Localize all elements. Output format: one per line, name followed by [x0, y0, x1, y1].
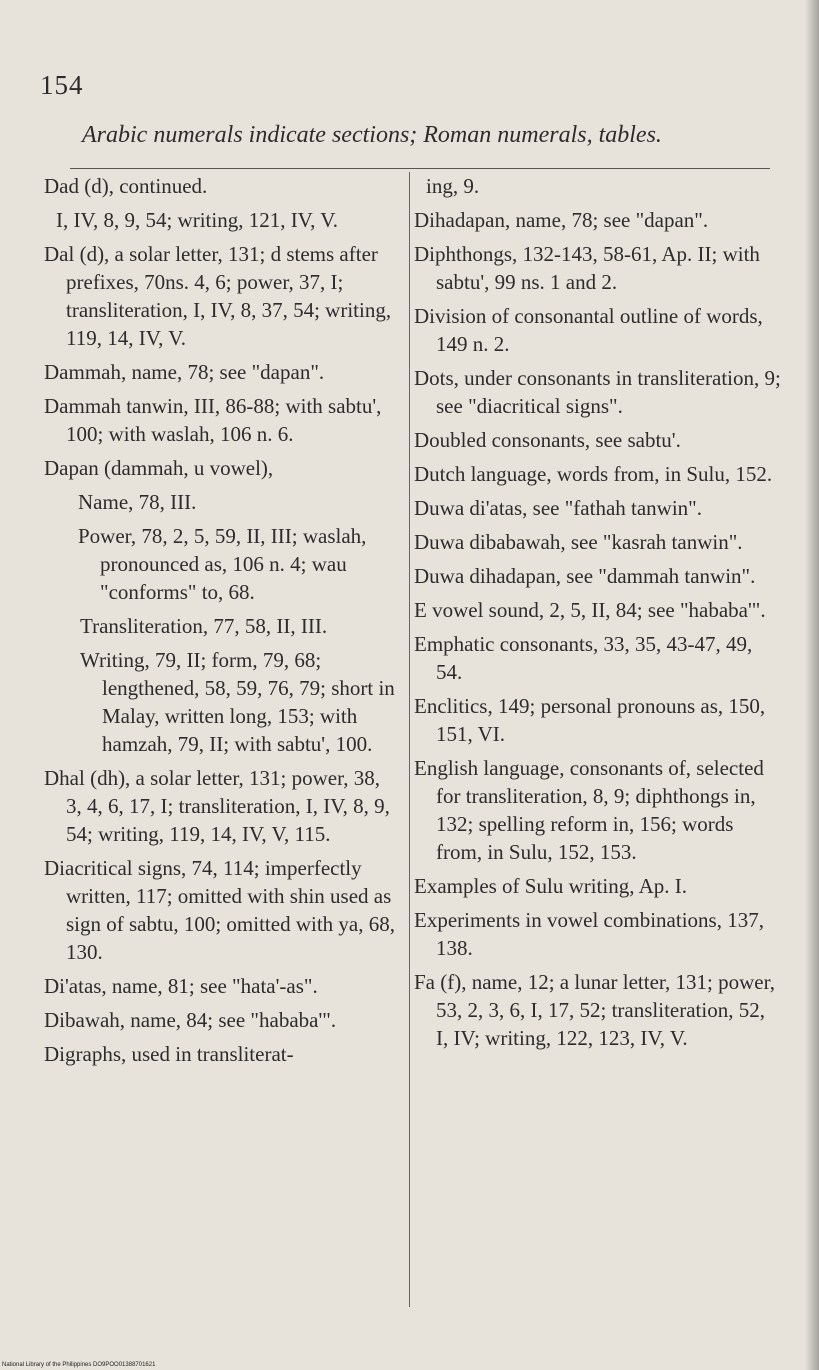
index-subentry: Transliteration, 77, 58, II, III.: [80, 614, 328, 638]
index-entry: Dapan (dammah, u vowel),: [44, 456, 274, 480]
index-entry: Enclitics, 149; personal pronouns as, 150, 151, VI.: [414, 694, 766, 746]
index-column-right: [414, 172, 782, 1058]
index-entry: Experiments in vowel combinations, 137, 138.: [414, 908, 764, 960]
index-subentry: Writing, 79, II; form, 79, 68; lengthened, 58, 59, 76, 79; short in Malay, written long, 153; with hamzah, 79, II; with sabtu', 100.: [80, 648, 395, 756]
index-entry: Diacritical signs, 74, 114; imperfectly written, 117; omitted with shin used as sign of sabtu, 100; omitted with ya, 68, 130.: [44, 856, 395, 964]
index-entry: Dihadapan, name, 78; see "dapan".: [414, 208, 709, 232]
index-subentry: Name, 78, III.: [78, 490, 197, 514]
index-entry: E vowel sound, 2, 5, II, 84; see "hababa'".: [414, 598, 766, 622]
index-entry: Dutch language, words from, in Sulu, 152.: [414, 462, 773, 486]
index-entry: Division of consonantal outline of words, 149 n. 2.: [414, 304, 763, 356]
index-entry: Dhal (dh), a solar letter, 131; power, 38, 3, 4, 6, 17, I; transliteration, I, IV, 8, 9, 54; writing, 119, 14, IV, V, 115.: [44, 766, 390, 846]
index-entry: Dammah, name, 78; see "dapan".: [44, 360, 325, 384]
index-entry: Doubled consonants, see sabtu'.: [414, 428, 681, 452]
index-entry: ing, 9.: [426, 174, 480, 198]
index-entry: Diphthongs, 132-143, 58-61, Ap. II; with sabtu', 99 ns. 1 and 2.: [414, 242, 760, 294]
page-number: 154: [40, 70, 84, 100]
index-entry: Dal (d), a solar letter, 131; d stems after prefixes, 70ns. 4, 6; power, 37, I; transliteration, I, IV, 8, 37, 54; writing, 119, 14, IV, V.: [44, 242, 392, 350]
index-entry: Digraphs, used in transliterat-: [44, 1042, 294, 1066]
index-entry: Emphatic consonants, 33, 35, 43-47, 49, 54.: [414, 632, 753, 684]
index-entry: Di'atas, name, 81; see "hata'-as".: [44, 974, 318, 998]
index-subentry: Power, 78, 2, 5, 59, II, III; waslah, pronounced as, 106 n. 4; wau "conforms" to, 68.: [78, 524, 367, 604]
header-rule: [70, 168, 770, 169]
index-entry: Duwa dibabawah, see "kasrah tanwin".: [414, 530, 743, 554]
index-entry: Dad (d), continued.: [44, 174, 208, 198]
index-entry: Duwa di'atas, see "fathah tanwin".: [414, 496, 703, 520]
column-divider: [409, 172, 410, 1307]
index-entry: English language, consonants of, selected for transliteration, 8, 9; diphthongs in, 132; spelling reform in, 156; words from, in Sulu, 152, 153.: [414, 756, 764, 864]
index-entry: Fa (f), name, 12; a lunar letter, 131; power, 53, 2, 3, 6, I, 17, 52; transliteration, 52, I, IV; writing, 122, 123, IV, V.: [414, 970, 776, 1050]
scan-footer: National Library of the Philippines DO9POO01388701621: [2, 1362, 156, 1368]
page-subtitle: Arabic numerals indicate sections; Roman numerals, tables.: [82, 122, 662, 148]
index-entry: Dots, under consonants in transliteration, 9; see "diacritical signs".: [414, 366, 781, 418]
index-column-left: [44, 172, 400, 1074]
index-entry: Duwa dihadapan, see "dammah tanwin".: [414, 564, 756, 588]
page-edge-shadow: [805, 0, 819, 1370]
index-entry: I, IV, 8, 9, 54; writing, 121, IV, V.: [56, 208, 338, 232]
index-entry: Dammah tanwin, III, 86-88; with sabtu', 100; with waslah, 106 n. 6.: [44, 394, 382, 446]
index-entry: Dibawah, name, 84; see "hababa'".: [44, 1008, 337, 1032]
index-entry: Examples of Sulu writing, Ap. I.: [414, 874, 687, 898]
